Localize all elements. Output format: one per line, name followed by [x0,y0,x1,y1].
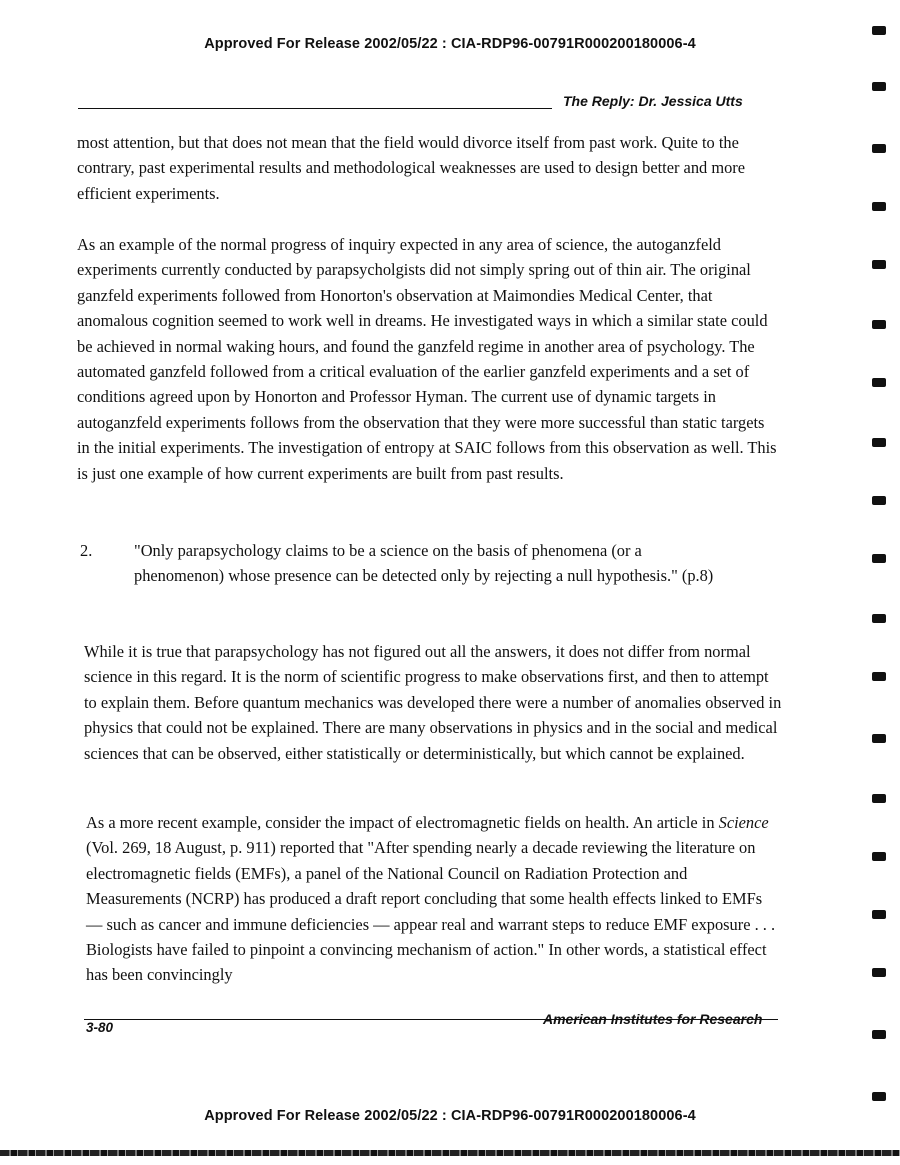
paragraph-4-rest: (Vol. 269, 18 August, p. 911) reported that "After spending nearly a decade reviewing the literature on electromagnetic fields (EMFs), a panel of the National Council on Radiation Protection and Measurements (NCRP) has produced a draft report concluding that some health effects linked to EMFs — such as cancer and immune deficiencies — appear real and warrant steps to reduce EMF exposure . . . Biologists have failed to pinpoint a convincing mechanism of action." In other words, a statistical effect has been convincingly [86,838,776,985]
scan-mark [872,1030,886,1039]
paragraph-3 [84,639,784,766]
item-number: 2. [80,541,93,560]
scan-mark [872,1092,886,1101]
item-quote: "Only parapsychology claims to be a science on the basis of phenomena (or a phenomenon) whose presence can be detected only by rejecting a null hypothesis." (p.8) [134,541,714,586]
scan-mark [872,554,886,563]
paragraph-1 [77,130,777,206]
organization-name: American Institutes for Research [543,1011,763,1027]
scan-mark [872,26,886,35]
paragraph-3-text: While it is true that parapsychology has not figured out all the answers, it does not differ from normal science in this regard. It is the norm of scientific progress to make observations first, and then to attempt to explain them. Before quantum mechanics was developed there were a number of anomalies observed in physics that could not be explained. There are many observations in physics and in the social and medical sciences that can be observed, either statistically or deterministically, but which cannot be explained. [84,642,782,763]
scan-mark [872,852,886,861]
page-number: 3-80 [86,1020,114,1035]
release-stamp-top: Approved For Release 2002/05/22 : CIA-RDP96-00791R000200180006-4 [204,36,696,52]
scan-mark [872,734,886,743]
paragraph-1-text: most attention, but that does not mean that the field would divorce itself from past work. Quite to the contrary, past experimental results and methodological weaknesses are used to design better and more efficient experiments. [77,133,745,203]
paragraph-4-lead: As a more recent example, consider the impact of electromagnetic fields on health. An article in [86,813,719,832]
scan-mark [872,320,886,329]
paragraph-2 [77,232,777,486]
scan-mark [872,968,886,977]
scan-mark [872,672,886,681]
header-rule [78,108,552,109]
scan-margin-marks [872,20,892,1105]
scan-mark [872,82,886,91]
scan-mark [872,202,886,211]
scan-edge-bar [0,1150,900,1156]
journal-name: Science [718,813,769,832]
scan-mark [872,260,886,269]
paragraph-2-text: As an example of the normal progress of inquiry expected in any area of science, the autoganzfeld experiments currently conducted by parapsycholgists did not simply spring out of thin air. The original ganzfeld experiments followed from Honorton's observation at Maimondies Medical Center, that anomalous cognition seemed to work well in dreams. He investigated ways in which a similar state could be achieved in normal waking hours, and found the ganzfeld regime in another area of psychology. The automated ganzfeld followed from a critical evaluation of the earlier ganzfeld experiments and a set of conditions agreed upon by Honorton and Professor Hyman. The current use of dynamic targets in autoganzfeld experiments follows from the observation that they were more successful than static targets in the initial experiments. The investigation of entropy at SAIC follows from this observation as well. This is just one example of how current experiments are built from past results. [77,235,777,483]
scan-mark [872,794,886,803]
scan-mark [872,496,886,505]
scan-mark [872,438,886,447]
paragraph-4 [86,810,778,988]
scan-mark [872,910,886,919]
release-stamp-bottom: Approved For Release 2002/05/22 : CIA-RDP96-00791R000200180006-4 [204,1108,696,1124]
section-header: The Reply: Dr. Jessica Utts [563,93,743,109]
scan-mark [872,378,886,387]
scan-mark [872,614,886,623]
paragraph-4-text [86,810,778,988]
scan-mark [872,144,886,153]
